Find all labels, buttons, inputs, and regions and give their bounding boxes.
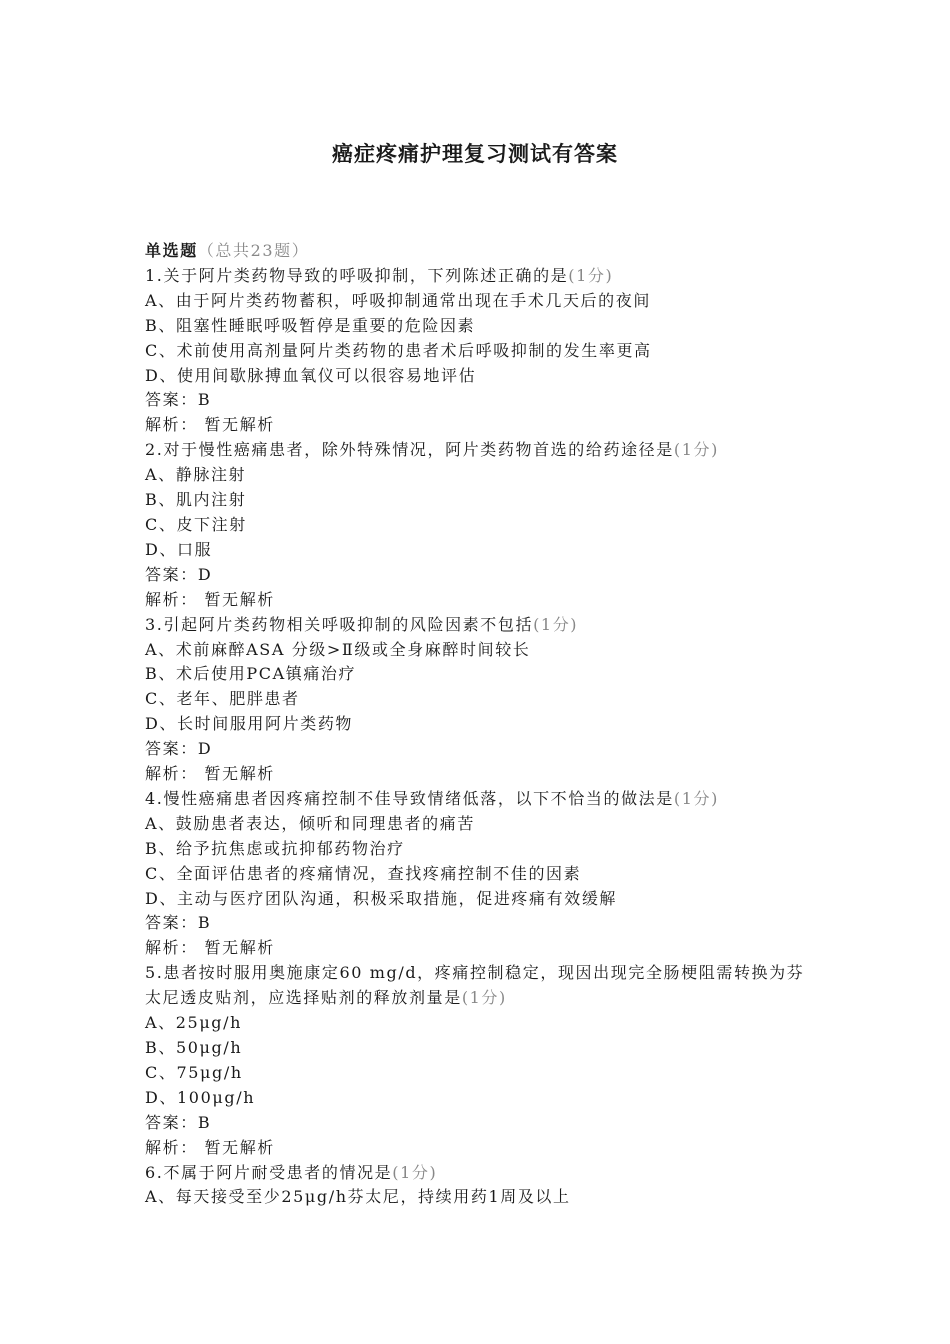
question-4	[145, 787, 805, 961]
option-c: C、皮下注射	[145, 514, 247, 534]
option-b: B、术后使用PCA镇痛治疗	[145, 664, 357, 684]
option-a: A、鼓励患者表达，倾听和同理患者的痛苦	[145, 813, 475, 833]
analysis-text: 暂无解析	[204, 938, 275, 958]
answer-line: 答案：B	[145, 1112, 212, 1132]
answer-line: 答案：D	[145, 564, 213, 584]
question-score: (1分)	[461, 988, 507, 1008]
option-d: D、口服	[145, 539, 213, 559]
option-b: B、肌内注射	[145, 490, 247, 510]
answer-value: B	[197, 913, 212, 933]
option-a: A、每天接受至少25μg/h芬太尼，持续用药1周及以上	[145, 1187, 571, 1207]
option-a: A、静脉注射	[145, 465, 247, 485]
analysis-line: 解析： 暂无解析	[145, 764, 275, 784]
option-d: D、主动与医疗团队沟通，积极采取措施，促进疼痛有效缓解	[145, 888, 618, 908]
question-stem: 1.关于阿片类药物导致的呼吸抑制，下列陈述正确的是(1分)	[145, 265, 614, 285]
question-stem: 6.不属于阿片耐受患者的情况是(1分)	[145, 1162, 438, 1182]
option-b: B、50μg/h	[145, 1038, 243, 1057]
question-1	[145, 264, 805, 438]
section-count: （总共23题）	[197, 241, 310, 260]
question-6	[145, 1161, 805, 1211]
section-heading	[145, 239, 805, 264]
answer-value: D	[197, 564, 213, 584]
question-3	[145, 613, 805, 787]
answer-value: B	[197, 390, 212, 410]
option-a: A、由于阿片类药物蓄积，呼吸抑制通常出现在手术几天后的夜间	[145, 290, 651, 310]
analysis-line: 解析： 暂无解析	[145, 589, 275, 609]
question-score: (1分)	[673, 788, 719, 808]
option-a: A、25μg/h	[145, 1013, 243, 1033]
option-a: A、术前麻醉ASA 分级>Ⅱ级或全身麻醉时间较长	[145, 639, 531, 659]
analysis-text: 暂无解析	[204, 415, 275, 435]
document-title: 癌症疼痛护理复习测试有答案	[332, 141, 618, 166]
option-c: C、75μg/h	[145, 1062, 243, 1082]
analysis-line: 解析： 暂无解析	[145, 415, 275, 435]
analysis-text: 暂无解析	[204, 1137, 275, 1157]
document-body	[145, 239, 805, 1210]
answer-value: B	[197, 1112, 212, 1132]
option-c: C、全面评估患者的疼痛情况，查找疼痛控制不佳的因素	[145, 863, 582, 883]
analysis-text: 暂无解析	[204, 764, 275, 784]
question-2	[145, 438, 805, 612]
option-b: B、阻塞性睡眠呼吸暂停是重要的危险因素	[145, 315, 476, 335]
option-d: D、使用间歇脉搏血氧仪可以很容易地评估	[145, 365, 477, 385]
question-score: (1分)	[392, 1162, 438, 1182]
question-stem: 5.患者按时服用奥施康定60 mg/d，疼痛控制稳定，现因出现完全肠梗阻需转换为芬太尼透皮贴剂，应选择贴剂的释放剂量是(1分)	[145, 963, 805, 1008]
option-c: C、老年、肥胖患者	[145, 689, 300, 709]
analysis-line: 解析： 暂无解析	[145, 938, 275, 958]
answer-line: 答案：D	[145, 739, 213, 759]
option-c: C、术前使用高剂量阿片类药物的患者术后呼吸抑制的发生率更高	[145, 340, 652, 360]
question-5	[145, 961, 805, 1160]
question-score: (1分)	[533, 614, 579, 634]
answer-line: 答案：B	[145, 913, 212, 933]
analysis-text: 暂无解析	[204, 589, 275, 609]
section-label: 单选题	[145, 241, 198, 260]
answer-line: 答案：B	[145, 390, 212, 410]
question-score: (1分)	[673, 440, 719, 460]
option-d: D、100μg/h	[145, 1087, 256, 1107]
analysis-line: 解析： 暂无解析	[145, 1137, 275, 1157]
question-stem: 4.慢性癌痛患者因疼痛控制不佳导致情绪低落，以下不恰当的做法是(1分)	[145, 788, 719, 808]
option-d: D、长时间服用阿片类药物	[145, 714, 354, 734]
question-stem: 3.引起阿片类药物相关呼吸抑制的风险因素不包括(1分)	[145, 614, 579, 634]
question-stem: 2.对于慢性癌痛患者，除外特殊情况，阿片类药物首选的给药途径是(1分)	[145, 440, 719, 460]
option-b: B、给予抗焦虑或抗抑郁药物治疗	[145, 838, 405, 858]
answer-value: D	[197, 739, 213, 759]
question-score: (1分)	[568, 265, 614, 285]
